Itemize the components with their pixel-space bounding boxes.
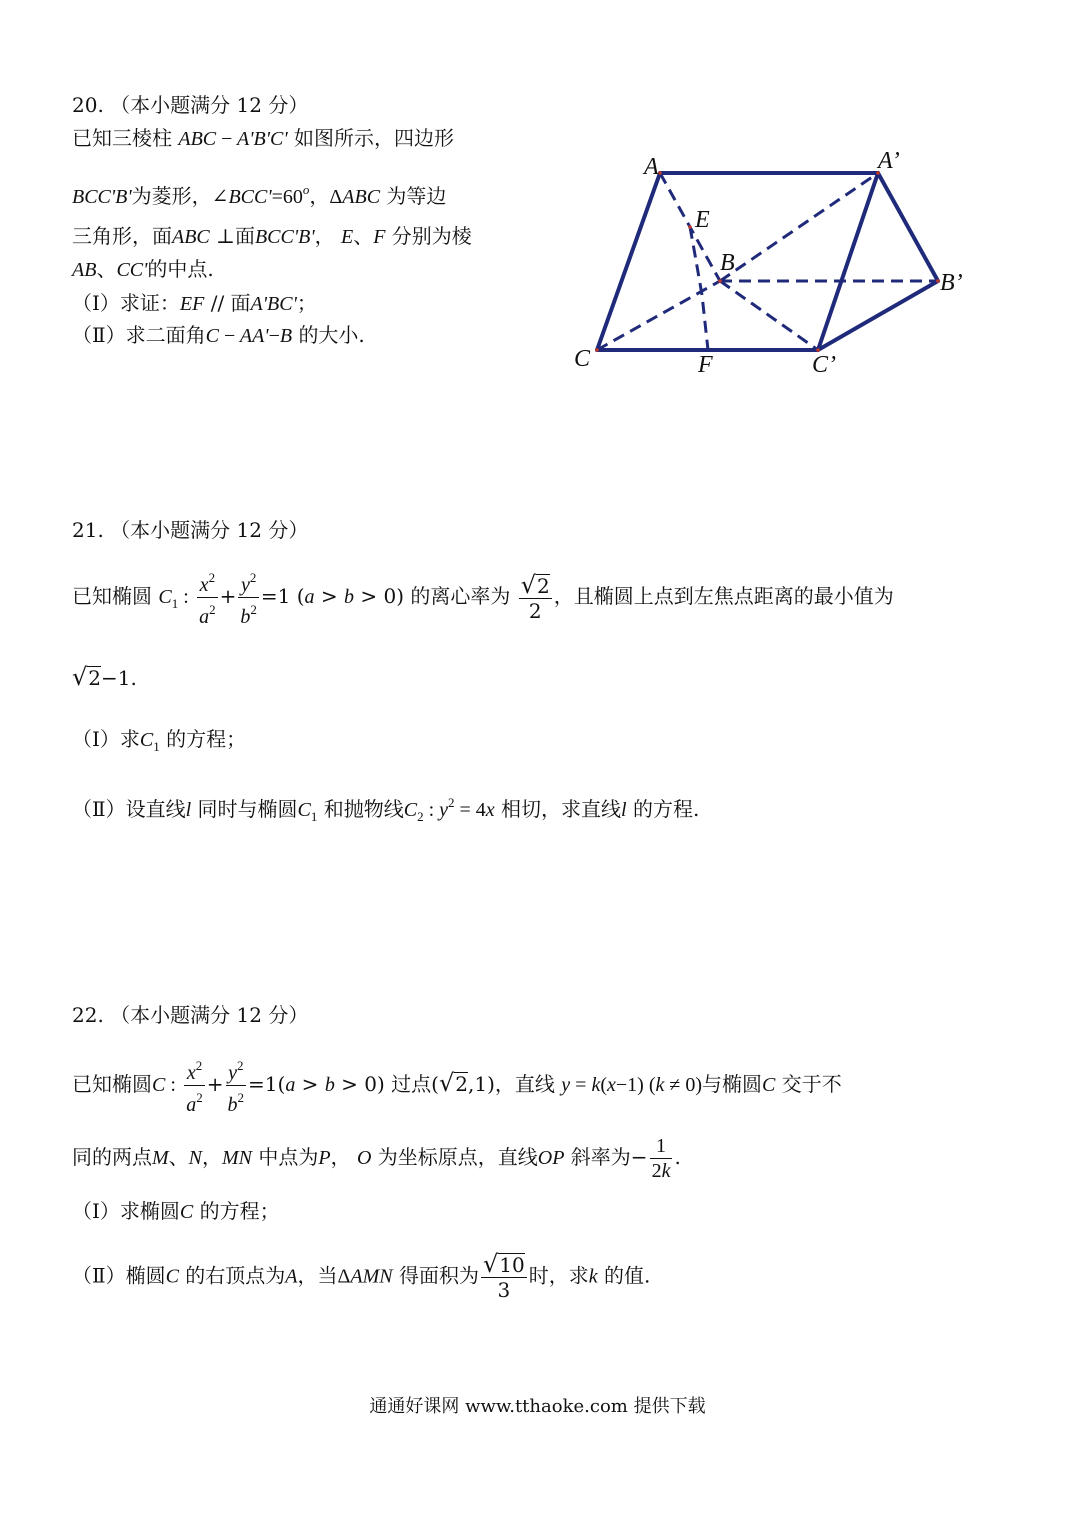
label-A: A — [644, 154, 659, 180]
p21-line2: √2−1. — [72, 663, 137, 691]
label-E: E — [695, 207, 710, 233]
p21-question2: （Ⅱ）设直线l 同时与椭圆$C_1$ 和抛物线$C_2$ : $y^2 = 4x$ 相切，求直线l 的方程. — [72, 795, 700, 824]
label-B1: B’ — [940, 270, 963, 296]
p21-line1: 已知椭圆 $C_1$ : $\frac{x^2}{a^2}$ + $\frac{y^2}{b^2}$ =1 (a > b > 0) 的离心率为 $\frac{√2}{2}$ ，且椭圆上点到左焦点距离的最小值为 — [72, 566, 894, 629]
label-F: F — [698, 352, 713, 378]
edge-A1B1 — [878, 173, 938, 281]
p21-title: 21. （本小题满分 12 分） — [72, 518, 309, 542]
fraction-sqrt2-over-2: $\frac{√2}{2}$ — [520, 570, 550, 623]
label-B: B — [720, 250, 735, 276]
fraction-sqrt10-over-3: $\frac{√10}{3}$ — [482, 1250, 525, 1302]
label-C: C — [574, 346, 591, 372]
edge-A1C1 — [818, 173, 878, 350]
p20-line3: 三角形，面ABC ⊥面BCC'B'， E、F 分别为棱 — [72, 224, 472, 248]
edge-BC1 — [720, 281, 818, 350]
p20-question2: （Ⅱ）求二面角C − AA'−B 的大小. — [72, 323, 365, 347]
label-C1: C’ — [812, 352, 836, 378]
fraction-neg-1-over-2k: $\frac{1}{2k}$ — [651, 1135, 671, 1182]
p22-question1: （Ⅰ）求椭圆C 的方程； — [72, 1199, 280, 1223]
p22-line2: 同的两点M、N，MN 中点为P， O 为坐标原点，直线OP 斜率为− $\frac{1}{2k}$ . — [72, 1135, 681, 1182]
p20-line2: BCC'B'为菱形，$\angle BCC'=60^o$，ΔABC 为等边 — [72, 182, 447, 208]
math-prism: ABC − A'B'C' — [178, 128, 288, 150]
p20-line4: AB、CC'的中点. — [72, 257, 214, 281]
p20-title: 20. （本小题满分 12 分） — [72, 93, 309, 117]
p22-question2: （Ⅱ）椭圆C 的右顶点为A，当ΔAMN 得面积为 $\frac{√10}{3}$ 时，求k 的值. — [72, 1250, 651, 1302]
math-angle: $\angle BCC'=60^o$ — [211, 182, 310, 208]
prism-diagram — [560, 130, 980, 380]
edge-BA1 — [720, 173, 878, 281]
page-footer: 通通好课网 www.tthaoke.com 提供下载 — [369, 1396, 706, 1417]
p22-line1: 已知椭圆C : $\frac{x^2}{a^2}$ + $\frac{y^2}{b^2}$ =1(a > b > 0) 过点(√2,1)，直线 y = k(x−1) (k ≠ 0)与椭圆C 交于不 — [72, 1054, 842, 1117]
p22-title: 22. （本小题满分 12 分） — [72, 1003, 309, 1027]
p20-question1: （Ⅰ）求证：EF // 面A'BC'； — [72, 291, 317, 315]
p20-line1: 已知三棱柱 ABC − A'B'C' 如图所示，四边形 — [72, 126, 455, 150]
label-A1: A’ — [878, 148, 900, 174]
edge-AC — [597, 173, 660, 350]
p21-question1: （Ⅰ）求$C_1$ 的方程； — [72, 727, 247, 754]
